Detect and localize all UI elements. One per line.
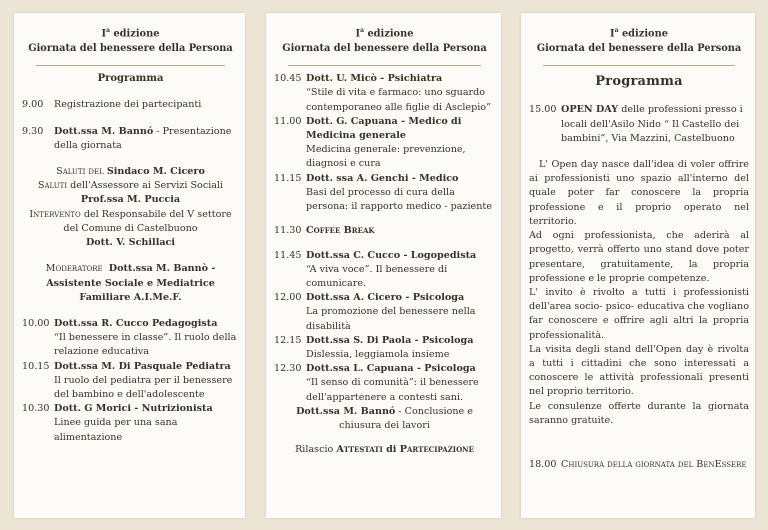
responsible-name: Dott. V. Schillaci bbox=[85, 237, 176, 249]
program-panel-right bbox=[521, 13, 755, 518]
item-text: “Il senso di comunità”: il benessere dell'appartenere a contesti sani. bbox=[306, 377, 479, 403]
item-text: Linee guida per una sana alimentazione bbox=[54, 417, 178, 443]
saluti-label: Saluti bbox=[37, 180, 68, 192]
item-time: 11.45 bbox=[274, 249, 302, 261]
attestati-label: Attestati bbox=[336, 444, 383, 456]
item-text: La promozione del benessere nella disabilità bbox=[306, 306, 476, 332]
program-panel-left bbox=[14, 13, 245, 518]
item-time: 10.15 bbox=[22, 360, 50, 372]
mayor-name: Sindaco M. Cicero bbox=[106, 166, 205, 178]
speaker-name: Dott.ssa S. Di Paola - Psicologa bbox=[306, 334, 474, 346]
edition-header bbox=[22, 23, 239, 56]
speaker-name: Dott. ssa A. Genchi - Medico bbox=[306, 172, 459, 184]
item-text: “A viva voce”. Il benessere di comunicare. bbox=[306, 263, 448, 289]
edition-header bbox=[529, 23, 749, 56]
speaker-name: Dott.ssa M. Bannó bbox=[54, 125, 154, 137]
schedule-item bbox=[274, 334, 495, 362]
speaker-name: Dott.ssa R. Cucco Pedagogista bbox=[54, 317, 218, 329]
divider bbox=[543, 65, 735, 66]
item-time: 10.30 bbox=[22, 403, 50, 415]
speaker-name: Dott.ssa L. Capuana - Psicologa bbox=[306, 363, 476, 375]
item-time: 9.30 bbox=[22, 125, 44, 137]
moderator-block bbox=[22, 262, 239, 305]
paragraph: Le consulenze offerte durante la giornata saranno gratuite. bbox=[529, 400, 749, 426]
closing-speaker: Dott.ssa M. Bannó bbox=[296, 405, 396, 417]
saluti-label: Saluti del bbox=[56, 166, 107, 178]
closing-block bbox=[274, 405, 495, 433]
saluti-text: dell'Assessore ai Servizi Sociali bbox=[67, 180, 224, 192]
divider bbox=[36, 65, 225, 66]
item-time: 11.00 bbox=[274, 115, 302, 127]
greetings-block bbox=[22, 165, 239, 250]
assessor-name: Prof.ssa M. Puccia bbox=[80, 194, 181, 206]
closing-text: - Conclusione e chiusura dei lavori bbox=[339, 405, 473, 431]
speaker-name: Dott.ssa C. Cucco - Logopedista bbox=[306, 249, 477, 261]
edition-number: I bbox=[355, 28, 361, 40]
item-time: 18.00 bbox=[529, 458, 557, 470]
item-text: Dislessia, leggiamola insieme bbox=[306, 348, 450, 360]
paragraph: L' Open day nasce dall'idea di voler offrire ai professionisti uno spazio all'interno del quale poter far conoscere la propria professione e il proprio operato nel territorio. bbox=[529, 159, 749, 227]
certificate-line bbox=[274, 443, 495, 457]
item-text: “Il benessere in classe”. Il ruolo della relazione educativa bbox=[54, 332, 237, 358]
schedule-item bbox=[22, 98, 239, 112]
moderator-name: Dott.ssa M. Bannò - bbox=[108, 263, 216, 275]
paragraph: L' invito è rivolto a tutti i professionisti dell'area socio- psico- educativa che vogliano far conoscere e offrire agli altri la propria professionalità. bbox=[529, 286, 749, 341]
program-title: Programma bbox=[595, 74, 683, 90]
rilascio-mid: di bbox=[382, 444, 400, 456]
item-text: Chiusura della giornata del BenEssere bbox=[561, 458, 747, 470]
item-text: Medicina generale: prevenzione, diagnosi e cura bbox=[306, 144, 466, 170]
edition-sup: a bbox=[106, 27, 111, 34]
schedule-item bbox=[529, 458, 749, 472]
open-day-description bbox=[529, 158, 749, 428]
open-day-label: OPEN DAY bbox=[561, 104, 619, 116]
speaker-name: Dott. G Morici - Nutrizionista bbox=[54, 403, 213, 415]
rilascio-text: Rilascio bbox=[295, 444, 337, 456]
item-text: Basi del processo di cura della persona: il rapporto medico - paziente bbox=[306, 186, 492, 213]
edition-number: I bbox=[101, 28, 107, 40]
edition-sup: a bbox=[360, 27, 365, 34]
item-time: 15.00 bbox=[529, 104, 557, 116]
item-time: 12.30 bbox=[274, 363, 302, 375]
item-text: Il ruolo del pediatra per il benessere del bambino e dell'adolescente bbox=[54, 374, 233, 400]
item-time: 12.00 bbox=[274, 292, 302, 304]
program-title: Programma bbox=[97, 73, 164, 85]
edition-number: I bbox=[610, 28, 615, 40]
schedule-item bbox=[22, 360, 239, 403]
moderator-label: Moderatore bbox=[45, 263, 103, 275]
item-text: - Presentazione della giornata bbox=[54, 125, 232, 151]
edition-sup: a bbox=[614, 27, 619, 34]
item-time: 10.00 bbox=[22, 317, 50, 329]
event-title: Giornata del benessere della Persona bbox=[28, 43, 233, 55]
item-text: delle professioni presso i locali dell'Asilo Nido “ Il Castello dei bambini”, Via Mazzini, Castelbuono bbox=[561, 104, 743, 144]
paragraph: Ad ogni professionista, che aderirà al progetto, verrà offerto uno stand dove poter presentare, gratuitamente, la propria professione e le proprie competenze. bbox=[529, 230, 749, 284]
speaker-name: Dott.ssa A. Cicero - Psicologa bbox=[306, 292, 465, 304]
paragraph: La visita degli stand dell'Open day è rivolta a tutti i cittadini che sono interessati a conoscere le attività professionali presenti nel proprio territorio. bbox=[529, 343, 749, 398]
item-time: 11.30 bbox=[274, 225, 302, 237]
item-time: 9.00 bbox=[22, 99, 44, 111]
schedule-item bbox=[274, 115, 495, 172]
item-time: 11.15 bbox=[274, 172, 302, 184]
coffee-break: Coffee Break bbox=[306, 225, 375, 237]
schedule-item bbox=[274, 249, 495, 292]
partecipazione-label: Partecipazione bbox=[399, 444, 474, 456]
schedule-item bbox=[22, 402, 239, 445]
schedule-item bbox=[274, 291, 495, 334]
edition-word: edizione bbox=[113, 28, 160, 40]
speaker-name: Dott.ssa M. Di Pasquale Pediatra bbox=[54, 360, 231, 372]
schedule-item bbox=[274, 224, 495, 238]
event-title: Giornata del benessere della Persona bbox=[282, 43, 487, 55]
edition-word: edizione bbox=[621, 28, 668, 40]
schedule-item bbox=[22, 125, 239, 153]
moderator-role: Familiare A.I.Me.F. bbox=[79, 291, 182, 303]
edition-word: edizione bbox=[367, 28, 414, 40]
schedule-item bbox=[274, 172, 495, 215]
program-panel-middle bbox=[266, 13, 501, 518]
intervento-text: del Responsabile del V settore del Comune di Castelbuono bbox=[63, 208, 232, 234]
edition-header bbox=[274, 23, 495, 56]
event-title: Giornata del benessere della Persona bbox=[536, 43, 742, 55]
schedule-item bbox=[274, 72, 495, 115]
item-text: Registrazione dei partecipanti bbox=[54, 99, 202, 111]
intervento-label: Intervento bbox=[29, 208, 81, 220]
schedule-item bbox=[22, 317, 239, 360]
item-text: “Stile di vita e farmaco: uno sguardo contemporaneo alle figlie di Asclepio” bbox=[306, 87, 491, 113]
speaker-name: Dott. G. Capuana - Medico di Medicina generale bbox=[306, 115, 462, 142]
speaker-name: Dott. U. Micò - Psichiatra bbox=[306, 73, 443, 85]
schedule-item bbox=[274, 362, 495, 405]
item-time: 12.15 bbox=[274, 334, 302, 346]
divider bbox=[288, 65, 481, 66]
item-time: 10.45 bbox=[274, 73, 302, 85]
schedule-item bbox=[529, 103, 749, 146]
moderator-role: Assistente Sociale e Mediatrice bbox=[46, 277, 215, 289]
